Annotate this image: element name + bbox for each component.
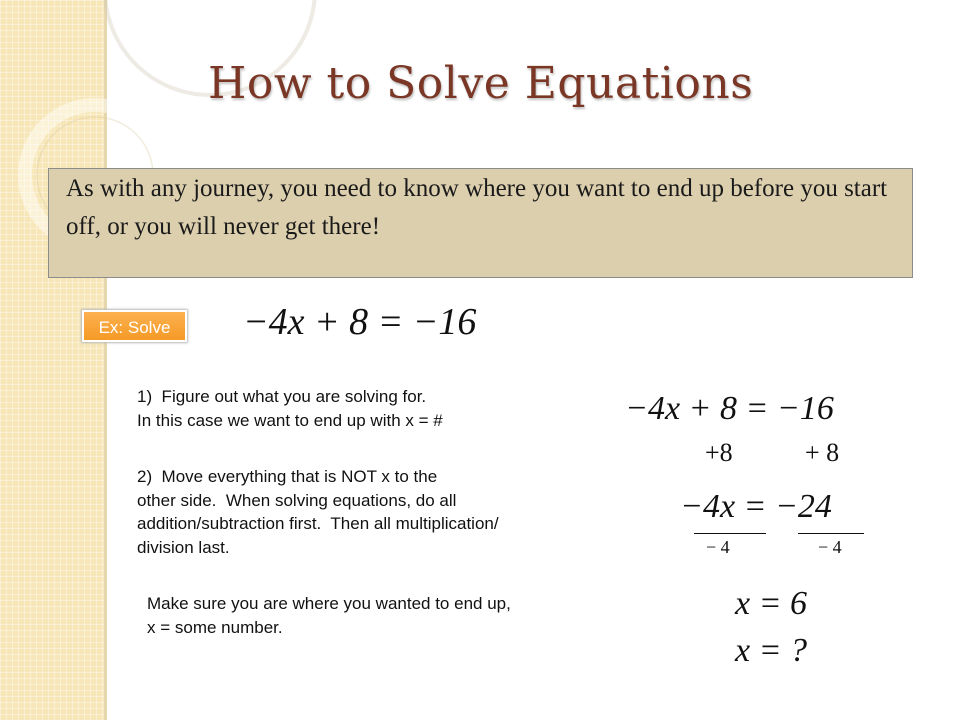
add-eight-left: +8 [705,438,733,467]
result-equation: x = 6 [735,585,808,622]
step-2-text: 2) Move everything that is NOT x to the other side. When solving equations, do all addition/subtraction first. Then all multiplication/ division last. [137,467,499,557]
division-bar-left [694,533,766,534]
divisor-right: − 4 [818,537,842,557]
goal-equation: x = ? [735,632,808,669]
step-3-text: Make sure you are where you wanted to end up, x = some number. [147,594,511,637]
step-1-text: 1) Figure out what you are solving for. In this case we want to end up with x = # [137,387,443,430]
page-title: How to Solve Equations [208,58,754,109]
add-eight-right: + 8 [805,438,840,467]
divisor-left: − 4 [706,537,730,557]
simplified-equation: −4x = −24 [680,488,832,525]
division-bar-right [798,533,864,534]
main-equation: −4x + 8 = −16 [243,301,477,343]
intro-text: As with any journey, you need to know where you want to end up before you start off, or you will never get there! [66,175,888,240]
example-badge: Ex: Solve [82,310,187,342]
work-equation-line: −4x + 8 = −16 [625,390,834,427]
